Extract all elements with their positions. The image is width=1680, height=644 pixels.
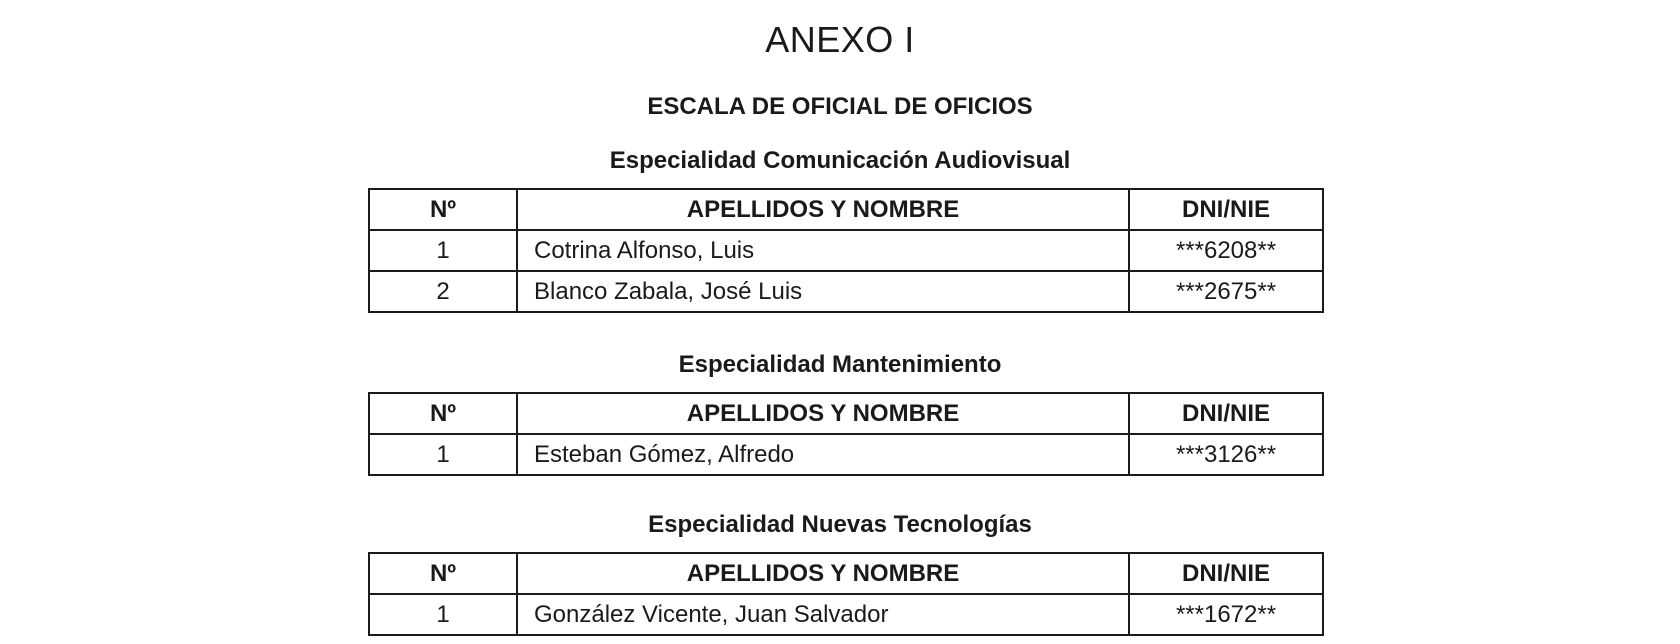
column-header-name: APELLIDOS Y NOMBRE xyxy=(517,393,1129,434)
row-name: González Vicente, Juan Salvador xyxy=(517,594,1129,635)
row-number: 1 xyxy=(369,434,517,475)
section-heading: Especialidad Mantenimiento xyxy=(678,351,1002,378)
table-row xyxy=(369,434,1323,475)
row-number: 1 xyxy=(369,594,517,635)
section-heading: Especialidad Comunicación Audiovisual xyxy=(609,147,1071,174)
section-table xyxy=(368,552,1324,636)
row-dni: ***2675** xyxy=(1129,271,1323,312)
column-header-num: Nº xyxy=(369,553,517,594)
page-title: ANEXO I xyxy=(765,19,915,60)
row-name: Esteban Gómez, Alfredo xyxy=(517,434,1129,475)
table-row xyxy=(369,271,1323,312)
table-header-row xyxy=(369,553,1323,594)
table-row xyxy=(369,230,1323,271)
row-name: Blanco Zabala, José Luis xyxy=(517,271,1129,312)
section-table xyxy=(368,188,1324,313)
column-header-name: APELLIDOS Y NOMBRE xyxy=(517,189,1129,230)
table-header-row xyxy=(369,189,1323,230)
column-header-name: APELLIDOS Y NOMBRE xyxy=(517,553,1129,594)
column-header-dni: DNI/NIE xyxy=(1129,393,1323,434)
page-subtitle: ESCALA DE OFICIAL DE OFICIOS xyxy=(647,93,1033,120)
section-heading: Especialidad Nuevas Tecnologías xyxy=(648,511,1032,538)
column-header-num: Nº xyxy=(369,189,517,230)
section-table xyxy=(368,392,1324,476)
table-header-row xyxy=(369,393,1323,434)
row-dni: ***6208** xyxy=(1129,230,1323,271)
row-name: Cotrina Alfonso, Luis xyxy=(517,230,1129,271)
column-header-dni: DNI/NIE xyxy=(1129,553,1323,594)
column-header-dni: DNI/NIE xyxy=(1129,189,1323,230)
row-number: 2 xyxy=(369,271,517,312)
table-row xyxy=(369,594,1323,635)
row-dni: ***3126** xyxy=(1129,434,1323,475)
row-dni: ***1672** xyxy=(1129,594,1323,635)
row-number: 1 xyxy=(369,230,517,271)
column-header-num: Nº xyxy=(369,393,517,434)
